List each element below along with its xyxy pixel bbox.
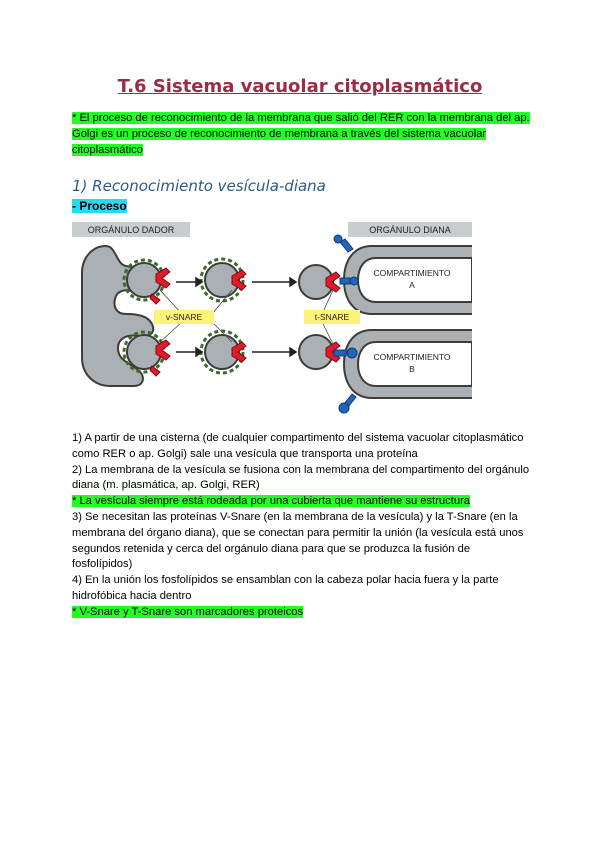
body-text — [72, 431, 532, 621]
subheading-text: - Proceso — [72, 199, 127, 213]
highlight-note — [72, 605, 532, 621]
paragraph — [72, 463, 532, 495]
compartment-b — [344, 330, 472, 398]
paragraph-text: 3) Se necesitan las proteínas V-Snare (en la membrana de la vesícula) y la T-Snare (en la membrana del órgano diana), que se conectan para permitir la unión (la vesícula está unos segundos retenida y cerca del orgánulo diana para que se produzca la fusión de fosfolípidos) — [72, 510, 524, 571]
compartment-b-label: COMPARTIMIENTO — [373, 352, 451, 362]
uncoated-vesicle-top — [299, 265, 340, 299]
compartment-a-letter: A — [409, 280, 415, 290]
paragraph — [72, 431, 532, 463]
t-snare-label: t-SNARE — [314, 312, 350, 322]
paragraph-text: 2) La membrana de la vesícula se fusiona con la membrana del compartimento del orgánulo diana (m. plasmática, ap. Golgi, RER) — [72, 463, 530, 492]
paragraph-text: 1) A partir de una cisterna (de cualquier compartimento del sistema vacuolar citoplasmático como RER o ap. Golgi) sale una vesícula que transporta una proteína — [72, 432, 524, 460]
paragraph-text: * La vesícula siempre está rodeada por una cubierta que mantiene su estructura — [72, 495, 471, 508]
intro-note-text: * El proceso de reconocimiento de la membrana que salió del RER con la membrana del ap. Golgi es un proceso de reconocimiento de membrana a través del sistema vacuolar citoplasmático — [72, 112, 530, 156]
coated-vesicle-top — [201, 259, 246, 301]
paragraph — [72, 573, 532, 605]
target-label: ORGÁNULO DIANA — [369, 225, 451, 235]
vesicle-target-diagram — [72, 218, 472, 424]
compartment-a-label: COMPARTIMIENTO — [373, 268, 451, 278]
paragraph-text: * V-Snare y T-Snare son marcadores proteicos — [72, 605, 304, 618]
subheading — [72, 199, 127, 213]
paragraph — [72, 510, 532, 573]
intro-note — [72, 110, 532, 158]
paragraph-text: 4) En la unión los fosfolípidos se ensamblan con la cabeza polar hacia fuera y la parte hidrofóbica hacia dentro — [72, 574, 499, 602]
highlight-note — [72, 494, 532, 510]
page-title: T.6 Sistema vacuolar citoplasmático — [117, 76, 483, 97]
v-snare-label: v-SNARE — [165, 312, 203, 322]
donor-label: ORGÁNULO DADOR — [87, 225, 175, 235]
compartment-a — [344, 246, 472, 314]
coated-vesicle-bottom — [201, 331, 246, 373]
compartment-b-letter: B — [409, 364, 415, 374]
section-heading: 1) Reconocimiento vesícula-diana — [72, 177, 326, 195]
